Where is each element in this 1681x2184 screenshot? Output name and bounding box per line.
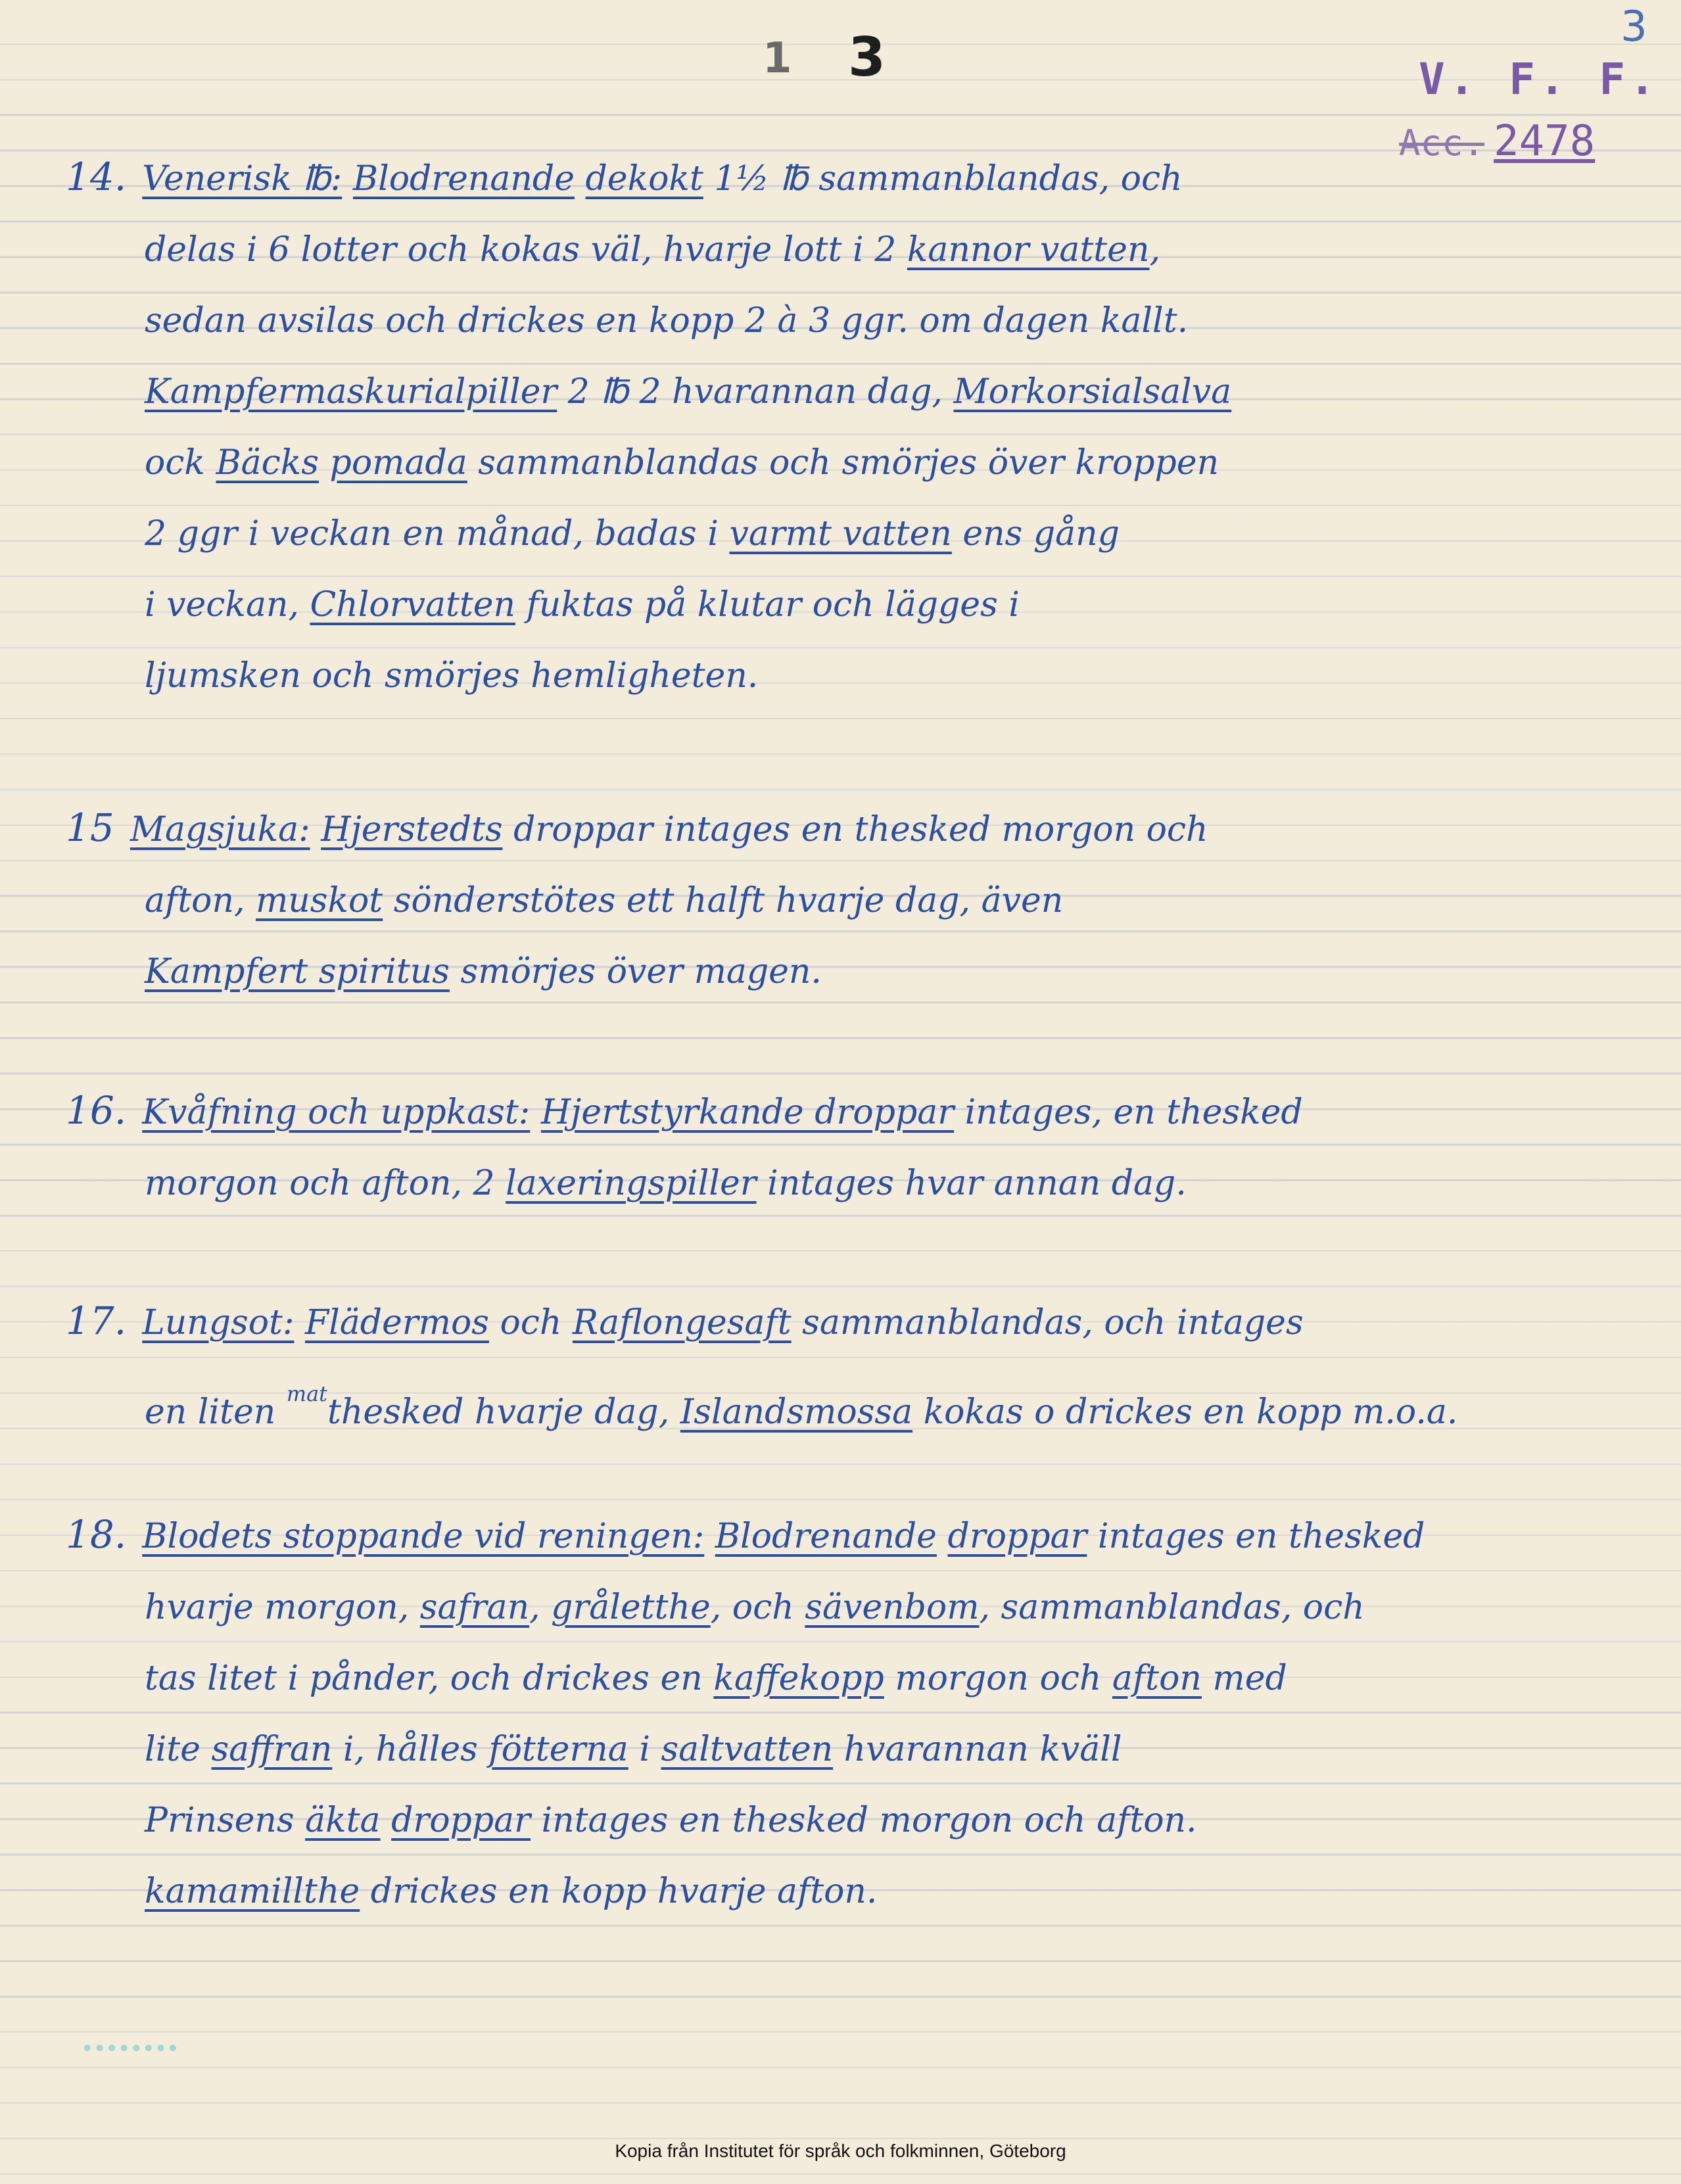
underlined-term: pomada (329, 443, 467, 483)
text-segment: morgon och afton, 2 (145, 1164, 506, 1203)
entry-line (66, 792, 1617, 865)
accession-number: 2478 (1494, 117, 1596, 166)
text-segment: i, hålles (332, 1730, 489, 1769)
entry-number: 17. (66, 1298, 127, 1343)
entry-17 (66, 1285, 1617, 1448)
entry-line (66, 1075, 1617, 1148)
underlined-term: varmt vatten (729, 514, 952, 554)
entry-line (66, 865, 1617, 936)
underlined-term: kamamillthe (145, 1872, 360, 1911)
entry-line (66, 1572, 1617, 1643)
text-segment (342, 159, 353, 199)
entry-line (66, 427, 1617, 498)
text-segment (704, 1517, 715, 1556)
corner-page-number: 3 (1621, 3, 1647, 51)
entry-line (66, 214, 1617, 285)
text-segment: sedan avsilas och drickes en kopp 2 à 3 ggr. om dagen kallt. (145, 301, 1189, 341)
entry-18 (66, 1499, 1617, 1927)
text-segment: Prinsens (145, 1801, 306, 1840)
underlined-term: Islandsmossa (680, 1392, 913, 1432)
text-segment: kokas o drickes en kopp m.o.a. (912, 1392, 1458, 1432)
underlined-term: Bäcks (216, 443, 320, 483)
text-segment: lite (145, 1730, 212, 1769)
text-segment: tas litet i pånder, och drickes en (145, 1659, 714, 1698)
underlined-term: Raflongesaft (572, 1303, 792, 1342)
inserted-word: mat (286, 1381, 328, 1406)
archive-stamp: V. F. F. (1419, 54, 1659, 105)
entry-line (66, 141, 1617, 214)
underlined-term: saffran (211, 1730, 333, 1769)
underlined-term: Kvåfning och uppkast: (142, 1093, 531, 1132)
page-mark: 1 (763, 34, 792, 83)
text-segment: delas i 6 lotter och kokas väl, hvarje lott i 2 (145, 230, 907, 270)
entry-16 (66, 1075, 1617, 1219)
text-segment: , (1149, 230, 1160, 270)
text-segment: en liten (145, 1392, 287, 1432)
text-segment: sammanblandas, och intages (791, 1303, 1304, 1342)
text-segment: sammanblandas och smörjes över kroppen (467, 443, 1219, 483)
accession-prefix: Acc. (1399, 122, 1485, 164)
text-segment (310, 810, 321, 849)
text-segment: hvarje morgon, (145, 1588, 420, 1627)
text-segment (937, 1517, 948, 1556)
underlined-term: Lungsot: (142, 1303, 295, 1342)
underlined-term: Hjerstedts (321, 810, 503, 849)
entry-line (66, 1499, 1617, 1572)
underlined-term: Flädermos (305, 1303, 489, 1342)
underlined-term: äkta (305, 1801, 381, 1840)
entry-line (66, 640, 1617, 711)
text-segment: intages hvar annan dag. (756, 1164, 1187, 1203)
text-segment: sönderstötes ett halft hvarje dag, även (383, 881, 1064, 920)
ink-smudge (84, 2025, 176, 2051)
entry-line (66, 1358, 1617, 1448)
text-segment (381, 1801, 392, 1840)
underlined-term: Hjertstyrkande droppar (540, 1093, 955, 1132)
text-segment: drickes en kopp hvarje afton. (360, 1872, 878, 1911)
text-segment (294, 1303, 305, 1342)
underlined-term: Blodrenande (352, 159, 575, 199)
underlined-term: muskot (256, 881, 383, 920)
text-segment: ock (145, 443, 216, 483)
entry-14 (66, 141, 1617, 711)
text-segment: och (488, 1303, 573, 1342)
text-segment: smörjes över magen. (449, 952, 822, 991)
text-segment: afton, (145, 881, 256, 920)
entry-line (66, 1785, 1617, 1856)
underlined-term: kaffekopp (713, 1659, 884, 1698)
entry-number: 18. (66, 1512, 127, 1557)
underlined-term: gråletthe (551, 1588, 711, 1627)
underlined-term: Morkorsialsalva (953, 372, 1232, 412)
text-segment: , och (710, 1588, 805, 1627)
text-segment: i (628, 1730, 661, 1769)
text-segment: med (1201, 1659, 1287, 1698)
text-segment: morgon och (884, 1659, 1112, 1698)
text-segment: droppar intages en thesked morgon och (502, 810, 1208, 849)
text-segment (319, 443, 330, 483)
entry-15 (66, 792, 1617, 1007)
underlined-term: Magsjuka: (130, 810, 310, 849)
underlined-term: saltvatten (661, 1730, 834, 1769)
underlined-term: Kampfert spiritus (145, 952, 450, 991)
text-segment: , (529, 1588, 552, 1627)
entry-number: 14. (66, 154, 127, 199)
page-number: 3 (848, 26, 886, 89)
entry-number: 16. (66, 1088, 127, 1133)
text-segment: intages en thesked morgon och afton. (530, 1801, 1197, 1840)
underlined-term: Kampfermaskurialpiller (145, 372, 557, 412)
archive-footer: Kopia från Institutet för språk och folkminnen, Göteborg (615, 2141, 1066, 2161)
text-segment (575, 159, 586, 199)
underlined-term: droppar (391, 1801, 531, 1840)
text-segment: hvarannan kväll (833, 1730, 1122, 1769)
entry-line (66, 498, 1617, 569)
entry-line (66, 1856, 1617, 1927)
text-segment: i veckan, (145, 585, 310, 625)
text-segment: fuktas på klutar och lägges i (515, 585, 1020, 625)
text-segment: intages, en thesked (954, 1093, 1303, 1132)
underlined-term: laxeringspiller (506, 1164, 757, 1203)
entry-line (66, 356, 1617, 427)
underlined-term: droppar (947, 1517, 1087, 1556)
underlined-term: Blodets stoppande vid reningen: (142, 1517, 705, 1556)
underlined-term: kannor vatten (907, 230, 1150, 270)
text-segment: 2 ggr i veckan en månad, badas i (145, 514, 730, 554)
text-segment: 2 ℔ 2 hvarannan dag, (557, 372, 954, 412)
entry-line (66, 1285, 1617, 1358)
text-segment: 1½ ℔ sammanblandas, och (703, 159, 1183, 199)
entry-number: 15 (66, 805, 114, 850)
underlined-term: Blodrenande (715, 1517, 937, 1556)
underlined-term: fötterna (488, 1730, 628, 1769)
entry-line (66, 936, 1617, 1007)
text-segment: thesked hvarje dag, (327, 1392, 680, 1432)
underlined-term: Venerisk ℔: (142, 159, 343, 199)
entry-line (66, 1643, 1617, 1714)
entry-line (66, 285, 1617, 356)
underlined-term: sävenbom (805, 1588, 980, 1627)
underlined-term: safran (419, 1588, 530, 1627)
text-segment: ens gång (951, 514, 1120, 554)
entry-line (66, 1714, 1617, 1785)
underlined-term: Chlorvatten (310, 585, 516, 625)
text-segment: intages en thesked (1087, 1517, 1425, 1556)
text-segment: , sammanblandas, och (979, 1588, 1365, 1627)
entry-line (66, 569, 1617, 640)
entry-line (66, 1148, 1617, 1219)
text-segment: ljumsken och smörjes hemligheten. (145, 656, 759, 696)
underlined-term: dekokt (585, 159, 703, 199)
underlined-term: afton (1112, 1659, 1202, 1698)
text-segment (530, 1093, 541, 1132)
